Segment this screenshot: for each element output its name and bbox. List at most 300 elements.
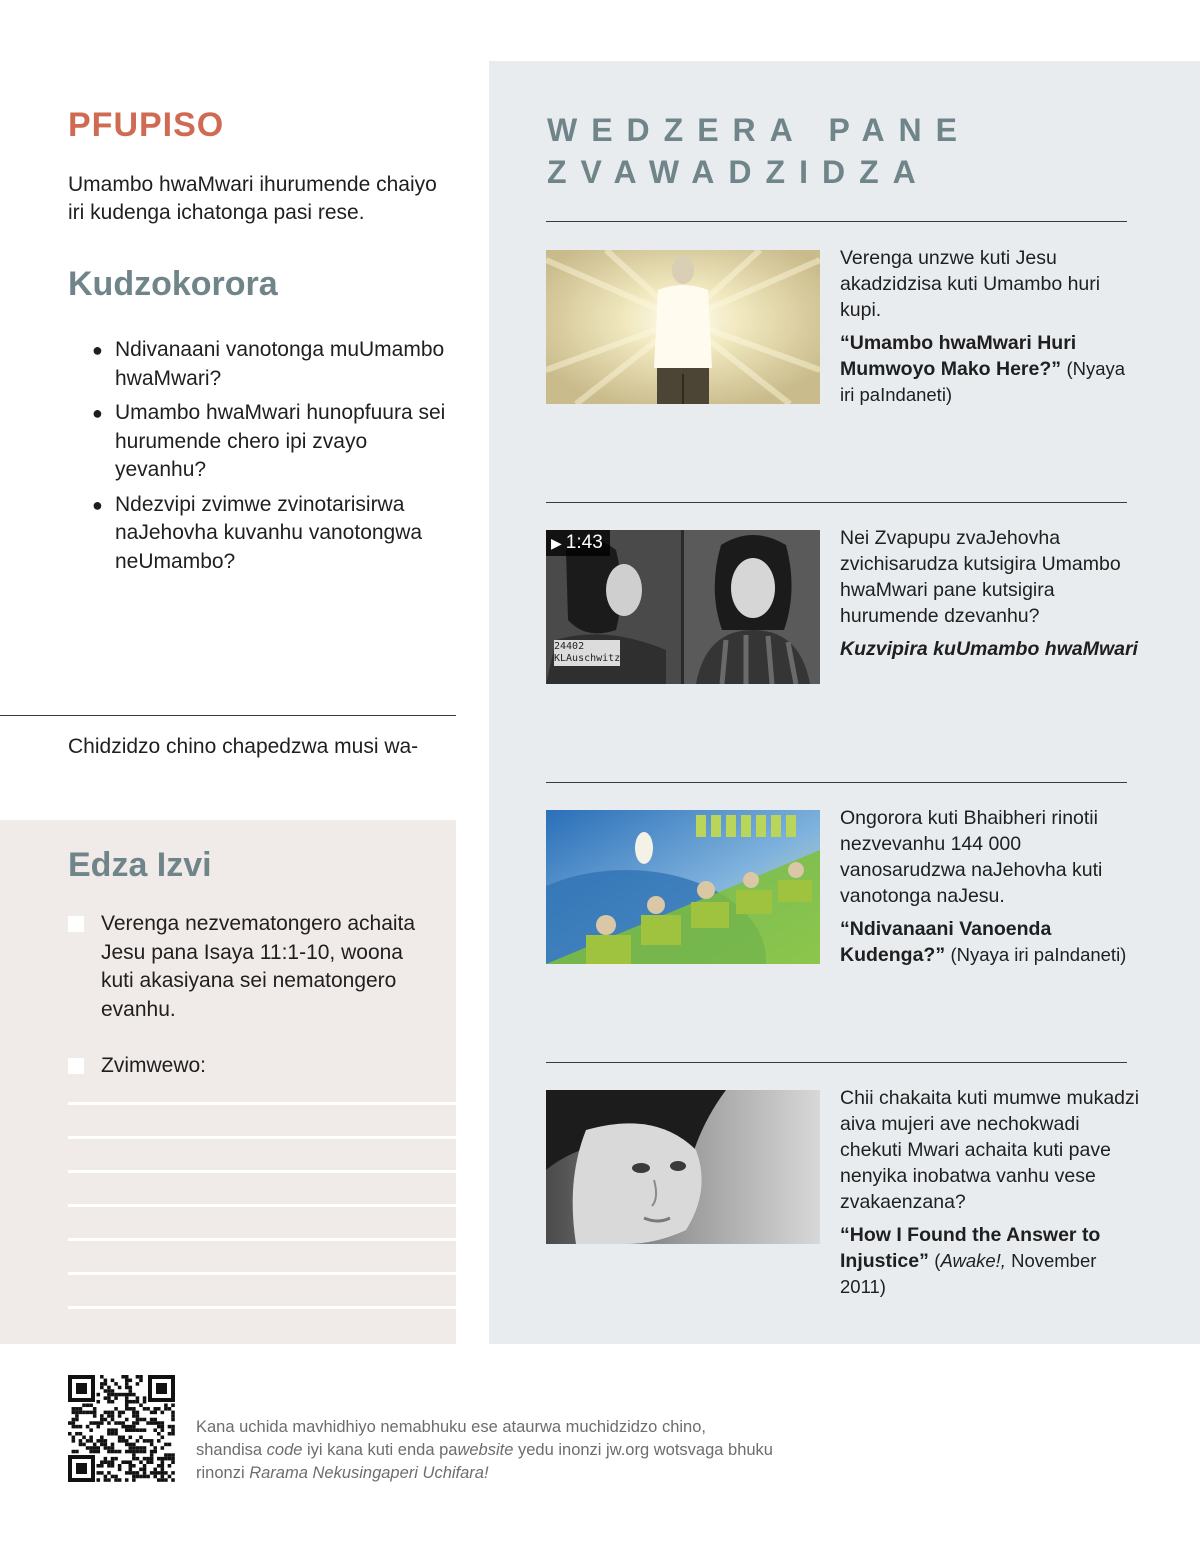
qr-module — [107, 1393, 111, 1397]
divider — [546, 782, 1127, 783]
item-link[interactable]: “How I Found the Answer to Injustice” — [840, 1224, 1101, 1272]
qr-module — [153, 1475, 157, 1479]
qr-module — [136, 1375, 140, 1379]
qr-module — [104, 1418, 108, 1422]
qr-module — [93, 1450, 97, 1454]
qr-module — [125, 1382, 129, 1386]
divider — [0, 715, 456, 716]
qr-module — [121, 1425, 125, 1429]
qr-module — [104, 1382, 108, 1386]
qr-module — [150, 1450, 154, 1454]
qr-module — [100, 1436, 104, 1440]
qr-module — [132, 1443, 136, 1447]
qr-module — [82, 1403, 86, 1407]
item-description: Ongorora kuti Bhaibheri rinotii nezvevanhu 144 000 vanosarudzwa naJehovha kuti vanotonga naJesu. — [840, 807, 1103, 907]
qr-module — [89, 1403, 93, 1407]
qr-module — [118, 1436, 122, 1440]
qr-module — [89, 1446, 93, 1450]
qr-module — [164, 1443, 168, 1447]
qr-module — [107, 1414, 111, 1418]
qr-module — [143, 1446, 147, 1450]
qr-module — [136, 1439, 140, 1443]
qr-module — [139, 1379, 143, 1383]
qr-module — [129, 1460, 133, 1464]
qr-module — [82, 1443, 86, 1447]
qr-module — [164, 1478, 168, 1482]
qr-module — [132, 1428, 136, 1432]
qr-module — [136, 1396, 140, 1400]
qr-module — [150, 1418, 154, 1422]
qr-module — [104, 1389, 108, 1393]
explore-item[interactable] — [546, 247, 1127, 420]
qr-module — [75, 1432, 79, 1436]
qr-module — [168, 1432, 172, 1436]
qr-module — [111, 1389, 115, 1393]
qr-module — [139, 1428, 143, 1432]
qr-module — [104, 1475, 108, 1479]
qr-module — [153, 1446, 157, 1450]
qr-module — [75, 1411, 79, 1415]
qr-module — [132, 1411, 136, 1415]
qr-module — [139, 1460, 143, 1464]
write-in-line[interactable] — [68, 1136, 456, 1139]
qr-module — [100, 1421, 104, 1425]
qr-module — [171, 1411, 175, 1415]
qr-module — [111, 1393, 115, 1397]
qr-module — [161, 1468, 165, 1472]
qr-module — [104, 1379, 108, 1383]
qr-module — [125, 1403, 129, 1407]
qr-module — [100, 1375, 104, 1379]
qr-module — [146, 1460, 150, 1464]
qr-module — [136, 1382, 140, 1386]
qr-module — [118, 1478, 122, 1482]
qr-module — [72, 1418, 76, 1422]
qr-module — [104, 1439, 108, 1443]
qr-module — [153, 1411, 157, 1415]
item-note: (Nyaya iri paIndaneti) — [840, 358, 1126, 405]
qr-module — [125, 1478, 129, 1482]
qr-module — [171, 1460, 175, 1464]
qr-module — [75, 1425, 79, 1429]
qr-module — [100, 1460, 104, 1464]
qr-code[interactable] — [68, 1375, 175, 1482]
qr-module — [111, 1450, 115, 1454]
write-in-line[interactable] — [68, 1204, 456, 1207]
qr-module — [93, 1411, 97, 1415]
qr-module — [150, 1457, 154, 1461]
task-label: Verenga nezvematongero achaita Jesu pana Isaya 11:1-10, woona kuti akasiyana sei nematongero evanhu. — [101, 912, 416, 1021]
qr-module — [161, 1411, 165, 1415]
qr-module — [146, 1407, 150, 1411]
qr-module — [125, 1450, 129, 1454]
write-in-line[interactable] — [68, 1170, 456, 1173]
qr-module — [143, 1471, 147, 1475]
qr-module — [125, 1439, 129, 1443]
qr-module — [114, 1475, 118, 1479]
qr-module — [111, 1428, 115, 1432]
article-thumbnail[interactable] — [546, 1090, 820, 1244]
qr-module — [96, 1471, 100, 1475]
qr-module — [93, 1407, 97, 1411]
qr-module — [72, 1421, 76, 1425]
qr-module — [72, 1425, 76, 1429]
item-link[interactable]: “Umambo hwaMwari Huri Mumwoyo Mako Here?” — [840, 332, 1077, 380]
qr-module — [150, 1460, 154, 1464]
qr-module — [171, 1432, 175, 1436]
qr-module — [129, 1393, 133, 1397]
qr-module — [136, 1450, 140, 1454]
item-link[interactable]: Kuzvipira kuUmambo hwaMwari — [840, 638, 1138, 660]
qr-module — [143, 1396, 147, 1400]
qr-module — [132, 1453, 136, 1457]
qr-module — [114, 1457, 118, 1461]
qr-module — [72, 1411, 76, 1415]
qr-module — [171, 1428, 175, 1432]
qr-module — [111, 1460, 115, 1464]
qr-module — [107, 1450, 111, 1454]
item-note: (Nyaya iri paIndaneti) — [950, 944, 1127, 965]
qr-module — [168, 1457, 172, 1461]
qr-module — [96, 1421, 100, 1425]
qr-module — [143, 1400, 147, 1404]
explore-item[interactable] — [546, 527, 1138, 700]
qr-module — [171, 1414, 175, 1418]
qr-module — [161, 1471, 165, 1475]
qr-module — [121, 1375, 125, 1379]
qr-module — [161, 1478, 165, 1482]
qr-module — [107, 1428, 111, 1432]
qr-module — [129, 1446, 133, 1450]
qr-module — [118, 1439, 122, 1443]
qr-module — [129, 1443, 133, 1447]
qr-module — [89, 1421, 93, 1425]
qr-module — [121, 1393, 125, 1397]
qr-module — [125, 1393, 129, 1397]
footer-note: Kana uchida mavhidhiyo nemabhuku ese ataurwa muchidzidzo chino, shandisa code iyi kana kuti enda pawebsite yedu inonzi jw.org wotsvaga bhuku rinonzi Rarama Nekusingaperi Uchifara! — [196, 1418, 773, 1482]
qr-module — [161, 1436, 165, 1440]
qr-module — [132, 1471, 136, 1475]
qr-module — [129, 1468, 133, 1472]
qr-module — [114, 1450, 118, 1454]
qr-module — [125, 1407, 129, 1411]
qr-module — [89, 1436, 93, 1440]
qr-module — [136, 1418, 140, 1422]
qr-module — [118, 1386, 122, 1390]
qr-module — [125, 1418, 129, 1422]
qr-module — [153, 1421, 157, 1425]
explore-item[interactable] — [546, 1087, 1140, 1297]
qr-module — [161, 1428, 165, 1432]
qr-module — [143, 1418, 147, 1422]
qr-module — [146, 1439, 150, 1443]
qr-module — [143, 1468, 147, 1472]
qr-module — [150, 1453, 154, 1457]
qr-module — [168, 1443, 172, 1447]
qr-module — [143, 1428, 147, 1432]
qr-module — [125, 1379, 129, 1383]
qr-module — [89, 1428, 93, 1432]
qr-module — [72, 1436, 76, 1440]
qr-module — [96, 1425, 100, 1429]
qr-module — [132, 1457, 136, 1461]
qr-module — [150, 1443, 154, 1447]
qr-module — [100, 1464, 104, 1468]
qr-module — [132, 1425, 136, 1429]
explore-title: WEDZERA PANE ZVAWADZIDZA — [547, 112, 971, 190]
qr-module — [111, 1400, 115, 1404]
review-question: ● Umambo hwaMwari hunopfuura sei hurumende chero ipi zvayo yevanhu? — [92, 401, 446, 481]
qr-module — [93, 1414, 97, 1418]
qr-module — [79, 1425, 83, 1429]
qr-module — [136, 1411, 140, 1415]
video-duration-badge: ▶ 1:43 — [546, 530, 610, 556]
completion-date-line: Chidzidzo chino chapedzwa musi wa- — [68, 735, 419, 758]
write-in-line[interactable] — [68, 1306, 456, 1309]
qr-module — [139, 1468, 143, 1472]
qr-module — [132, 1464, 136, 1468]
qr-module — [125, 1443, 129, 1447]
qr-module — [132, 1475, 136, 1479]
qr-module — [136, 1428, 140, 1432]
qr-module — [79, 1432, 83, 1436]
qr-module — [132, 1421, 136, 1425]
qr-module — [96, 1439, 100, 1443]
qr-module — [143, 1450, 147, 1454]
qr-module — [118, 1411, 122, 1415]
qr-module — [150, 1471, 154, 1475]
qr-module — [100, 1439, 104, 1443]
qr-module — [82, 1411, 86, 1415]
bullet-icon: ● — [92, 403, 103, 423]
qr-module — [104, 1396, 108, 1400]
qr-module — [107, 1386, 111, 1390]
item-description: Chii chakaita kuti mumwe mukadzi aiva mujeri ave nechokwadi chekuti Mwari achaita kuti pave nenyika inobatwa vanhu vese zvakaenzana? — [840, 1087, 1140, 1213]
article-thumbnail[interactable] — [546, 250, 820, 404]
qr-module — [86, 1411, 90, 1415]
qr-module — [68, 1421, 72, 1425]
qr-module — [153, 1471, 157, 1475]
item-description: Nei Zvapupu zvaJehovha zvichisarudza kutsigira Umambo hwaMwari pane kutsigira hurumende dzevanhu? — [840, 527, 1121, 627]
qr-module — [150, 1421, 154, 1425]
qr-module — [75, 1450, 79, 1454]
qr-module — [132, 1400, 136, 1404]
qr-module — [114, 1393, 118, 1397]
qr-module — [114, 1407, 118, 1411]
task-item — [68, 910, 438, 1024]
qr-module — [79, 1439, 83, 1443]
qr-module — [96, 1400, 100, 1404]
qr-module — [132, 1478, 136, 1482]
qr-module — [68, 1432, 72, 1436]
qr-module — [129, 1400, 133, 1404]
qr-module — [129, 1450, 133, 1454]
qr-module — [72, 1439, 76, 1443]
qr-module — [114, 1432, 118, 1436]
qr-module — [136, 1400, 140, 1404]
qr-module — [143, 1464, 147, 1468]
qr-module — [121, 1411, 125, 1415]
write-in-line[interactable] — [68, 1272, 456, 1275]
video-thumbnail[interactable] — [546, 530, 820, 684]
qr-module — [100, 1386, 104, 1390]
qr-module — [104, 1411, 108, 1415]
qr-module — [164, 1453, 168, 1457]
qr-module — [107, 1411, 111, 1415]
qr-module — [100, 1418, 104, 1422]
qr-module — [139, 1450, 143, 1454]
qr-module — [171, 1453, 175, 1457]
qr-module — [129, 1428, 133, 1432]
qr-module — [153, 1468, 157, 1472]
qr-module — [75, 1414, 79, 1418]
qr-module — [161, 1457, 165, 1461]
qr-module — [104, 1457, 108, 1461]
qr-module — [96, 1450, 100, 1454]
item-note: (Awake!, November 2011) — [840, 1250, 1097, 1297]
qr-module — [153, 1450, 157, 1454]
qr-module — [139, 1475, 143, 1479]
qr-module — [75, 1418, 79, 1422]
qr-module — [136, 1421, 140, 1425]
task-item — [68, 1052, 438, 1081]
qr-module — [136, 1414, 140, 1418]
qr-module — [161, 1475, 165, 1479]
qr-module — [161, 1425, 165, 1429]
qr-module — [107, 1460, 111, 1464]
qr-module — [114, 1478, 118, 1482]
qr-module — [157, 1407, 161, 1411]
qr-module — [132, 1446, 136, 1450]
qr-module — [132, 1393, 136, 1397]
qr-module — [164, 1471, 168, 1475]
qr-module — [111, 1446, 115, 1450]
play-icon: ▶ — [551, 535, 562, 551]
qr-module — [168, 1425, 172, 1429]
bullet-icon: ● — [92, 340, 103, 360]
qr-module — [82, 1436, 86, 1440]
qr-module — [125, 1460, 129, 1464]
article-thumbnail[interactable] — [546, 810, 820, 964]
qr-module — [111, 1418, 115, 1422]
do-this-title: Edza Izvi — [68, 846, 212, 884]
qr-module — [161, 1460, 165, 1464]
qr-module — [129, 1471, 133, 1475]
qr-module — [96, 1446, 100, 1450]
explore-item[interactable] — [546, 807, 1127, 980]
qr-module — [150, 1411, 154, 1415]
qr-module — [168, 1453, 172, 1457]
qr-module — [157, 1425, 161, 1429]
qr-module — [107, 1389, 111, 1393]
qr-module — [139, 1446, 143, 1450]
qr-module — [107, 1400, 111, 1404]
qr-module — [136, 1475, 140, 1479]
qr-module — [129, 1407, 133, 1411]
qr-module — [114, 1421, 118, 1425]
qr-module — [100, 1382, 104, 1386]
checkbox[interactable] — [68, 916, 84, 932]
qr-module — [125, 1396, 129, 1400]
qr-module — [171, 1471, 175, 1475]
qr-module — [107, 1464, 111, 1468]
review-question: ● Ndezvipi zvimwe zvinotarisirwa naJehovha kuvanhu vanotongwa neUmambo? — [92, 492, 423, 573]
qr-module — [111, 1475, 115, 1479]
checkbox[interactable] — [68, 1058, 84, 1074]
qr-module — [104, 1443, 108, 1447]
qr-module — [121, 1460, 125, 1464]
qr-module — [125, 1400, 129, 1404]
qr-module — [93, 1446, 97, 1450]
qr-module — [111, 1411, 115, 1415]
qr-module — [107, 1421, 111, 1425]
qr-module — [79, 1443, 83, 1447]
qr-module — [125, 1386, 129, 1390]
qr-module — [111, 1379, 115, 1383]
qr-module — [89, 1411, 93, 1415]
qr-module — [104, 1446, 108, 1450]
qr-module — [136, 1446, 140, 1450]
qr-module — [107, 1396, 111, 1400]
qr-module — [72, 1450, 76, 1454]
qr-module — [100, 1443, 104, 1447]
qr-module — [157, 1432, 161, 1436]
qr-module — [161, 1446, 165, 1450]
write-in-line[interactable] — [68, 1238, 456, 1241]
qr-module — [139, 1375, 143, 1379]
qr-module — [129, 1425, 133, 1429]
qr-module — [121, 1421, 125, 1425]
qr-module — [139, 1403, 143, 1407]
item-link[interactable]: “Ndivanaani Vanoenda Kudenga?” — [840, 918, 1052, 966]
qr-module — [168, 1464, 172, 1468]
qr-module — [157, 1421, 161, 1425]
qr-module — [114, 1382, 118, 1386]
qr-module — [129, 1436, 133, 1440]
divider — [546, 1062, 1127, 1063]
qr-module — [107, 1478, 111, 1482]
qr-module — [164, 1407, 168, 1411]
explore-panel — [489, 61, 1200, 1344]
qr-module — [136, 1471, 140, 1475]
bullet-icon: ● — [92, 494, 103, 515]
qr-module — [157, 1471, 161, 1475]
qr-module — [79, 1411, 83, 1415]
qr-module — [171, 1478, 175, 1482]
qr-module — [100, 1471, 104, 1475]
qr-module — [100, 1414, 104, 1418]
qr-module — [118, 1468, 122, 1472]
qr-module — [171, 1425, 175, 1429]
qr-module — [164, 1457, 168, 1461]
qr-module — [143, 1475, 147, 1479]
qr-module — [146, 1421, 150, 1425]
qr-module — [157, 1439, 161, 1443]
qr-module — [118, 1393, 122, 1397]
qr-module — [171, 1403, 175, 1407]
do-this-panel — [0, 820, 456, 1344]
write-in-line[interactable] — [68, 1102, 456, 1105]
qr-module — [136, 1457, 140, 1461]
qr-module — [111, 1414, 115, 1418]
review-question: ● Ndivanaani vanotonga muUmambo hwaMwari? — [92, 338, 445, 390]
qr-module — [79, 1407, 83, 1411]
qr-module — [89, 1439, 93, 1443]
qr-module — [111, 1464, 115, 1468]
qr-module — [86, 1446, 90, 1450]
qr-module — [86, 1425, 90, 1429]
qr-module — [132, 1414, 136, 1418]
